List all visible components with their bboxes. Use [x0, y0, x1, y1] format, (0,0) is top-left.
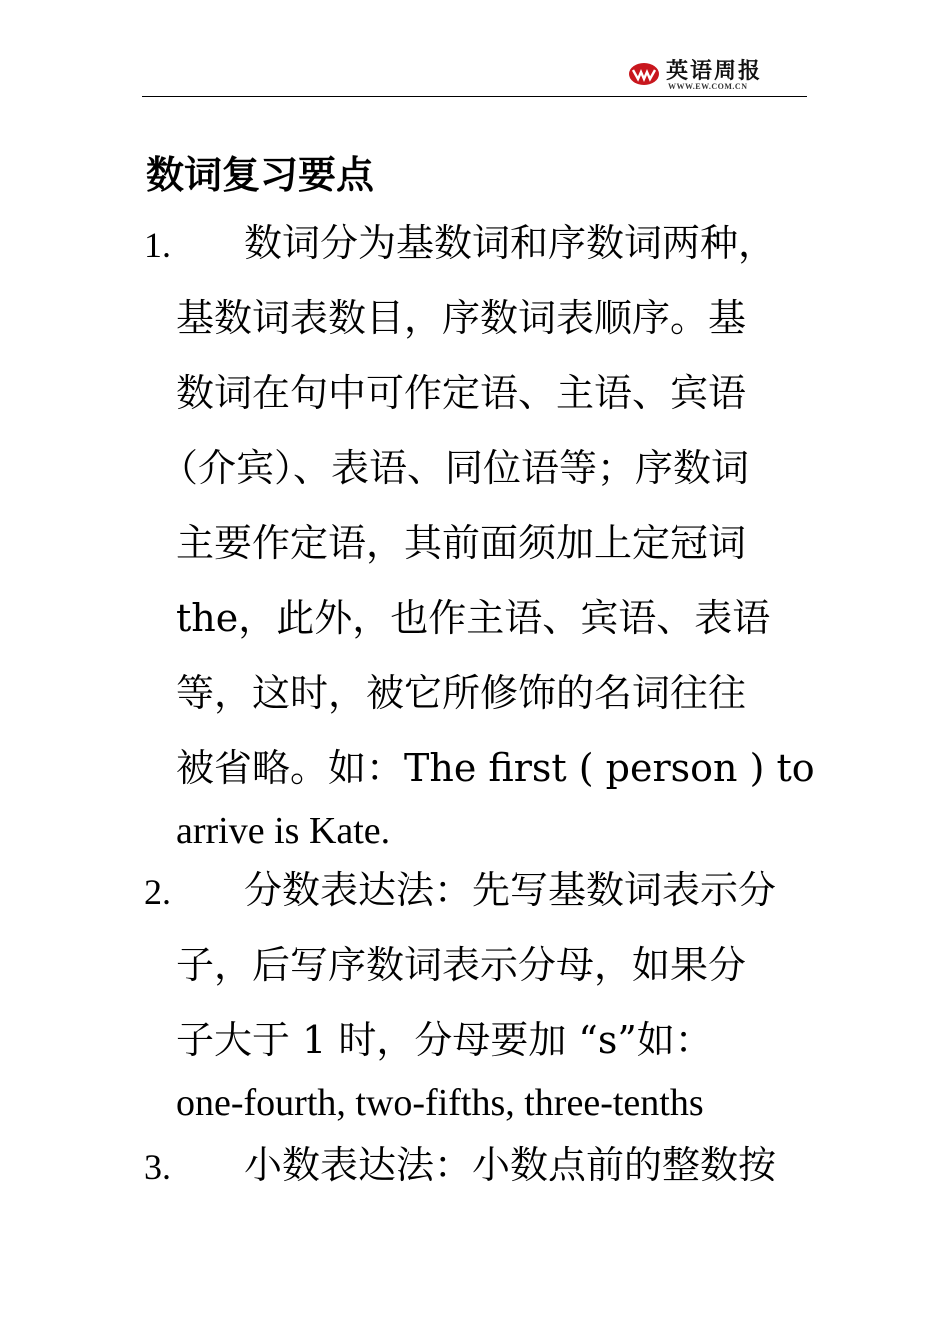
item-1-line-7: 等，这时，被它所修饰的名词往往 [176, 671, 747, 715]
item-2-line-1: 分数表达法：先写基数词表示分 [244, 868, 777, 912]
item-1-line-8: 被省略。如：The first ( person ) to [176, 746, 815, 790]
item-3-line-1: 小数表达法：小数点前的整数按 [244, 1143, 777, 1187]
item-1-line-1: 数词分为基数词和序数词两种， [244, 221, 777, 265]
item-number: 3. [144, 1147, 171, 1187]
item-1-line-2: 基数词表数目，序数词表顺序。基 [176, 296, 747, 340]
brand-url: WWW.EW.COM.CN [668, 82, 748, 91]
item-number: 1. [144, 225, 171, 265]
brand-logo-icon [628, 62, 660, 86]
header-logo [628, 54, 768, 94]
item-1-line-6: the，此外，也作主语、宾语、表语 [176, 596, 771, 640]
item-2-line-4: one-fourth, two-fifths, three-tenths [176, 1082, 704, 1124]
item-1-line-4: （介宾）、表语、同位语等；序数词 [160, 446, 750, 490]
header-divider [142, 96, 807, 97]
item-1-line-5: 主要作定语，其前面须加上定冠词 [176, 521, 747, 565]
item-1-line-9: arrive is Kate. [176, 810, 391, 852]
item-2-line-3: 子大于 1 时，分母要加 “s”如： [176, 1018, 713, 1062]
item-number: 2. [144, 872, 171, 912]
page-title: 数词复习要点 [146, 153, 375, 197]
item-1-line-3: 数词在句中可作定语、主语、宾语 [176, 371, 747, 415]
item-2-line-2: 子，后写序数词表示分母，如果分 [176, 943, 747, 987]
brand-name: 英语周报 [666, 58, 763, 84]
